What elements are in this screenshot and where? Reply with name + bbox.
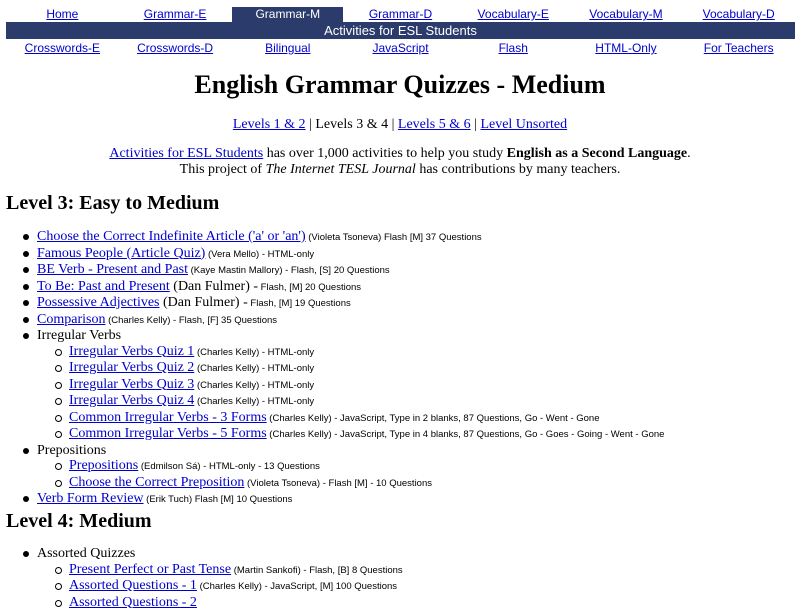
nav-link-crosswords-e[interactable]: Crosswords-E [25,41,100,55]
quiz-link[interactable]: Common Irregular Verbs - 3 Forms [69,410,267,425]
quiz-link[interactable]: Assorted Questions - 1 [69,578,197,593]
intro-link[interactable]: Activities for ESL Students [109,146,263,161]
quiz-link[interactable]: Choose the Correct Preposition [69,475,244,490]
level-3-list [0,229,800,508]
nav-link-vocabulary-m[interactable]: Vocabulary-M [589,7,662,21]
list-item [0,360,800,377]
nav-cell-for-teachers [682,40,795,57]
list-item-category [0,546,800,562]
category-label: Prepositions [37,443,106,458]
separator: | [306,117,316,132]
link-levels-1-2[interactable]: Levels 1 & 2 [233,117,306,132]
quiz-meta: (Charles Kelly) - HTML-only [194,396,314,407]
separator: | [471,117,481,132]
link-levels-5-6[interactable]: Levels 5 & 6 [398,117,471,132]
quiz-link[interactable]: BE Verb - Present and Past [37,262,188,277]
nav-cell-crosswords-d [119,40,232,57]
current-level: Levels 3 & 4 [315,117,388,132]
quiz-meta: (Edmilson Sá) - HTML-only - 13 Questions [138,461,320,472]
list-item-category [0,328,800,344]
list-item [0,426,800,443]
nav-link-html-only[interactable]: HTML-Only [595,41,656,55]
quiz-meta: (Erik Tuch) Flash [M] 10 Questions [144,494,293,505]
nav-link-flash[interactable]: Flash [499,41,528,55]
list-item [0,458,800,475]
quiz-meta: (Charles Kelly) - JavaScript, [M] 100 Questions [197,581,397,592]
secondary-nav [6,40,795,57]
list-item [0,295,800,312]
link-level-unsorted[interactable]: Level Unsorted [480,117,567,132]
intro-text-2: . [687,146,691,161]
list-item [0,377,800,394]
quiz-link[interactable]: Present Perfect or Past Tense [69,562,231,577]
nav-cell-home [6,6,119,23]
level-4-heading: Level 4: Medium [6,510,152,533]
quiz-link[interactable]: To Be: Past and Present [37,279,170,294]
journal-name: The Internet TESL Journal [266,162,416,177]
quiz-link[interactable]: Prepositions [69,458,138,473]
quiz-author: (Dan Fulmer) - [170,279,258,294]
category-label: Assorted Quizzes [37,546,135,561]
list-item [0,562,800,579]
nav-link-home[interactable]: Home [46,7,78,21]
list-item [0,595,800,611]
quiz-meta: (Vera Mello) - HTML-only [205,249,314,260]
list-item [0,578,800,595]
nav-link-crosswords-d[interactable]: Crosswords-D [137,41,213,55]
quiz-author: (Dan Fulmer) - [160,295,248,310]
nav-cell-grammar-e [119,6,232,23]
nav-link-grammar-d[interactable]: Grammar-D [369,7,432,21]
level-4-list [0,546,800,611]
intro-line2b: has contributions by many teachers. [416,162,621,177]
quiz-meta: (Martin Sankofi) - Flash, [B] 8 Questions [231,565,403,576]
quiz-link[interactable]: Irregular Verbs Quiz 1 [69,344,194,359]
nav-link-javascript[interactable]: JavaScript [373,41,429,55]
quiz-meta: (Charles Kelly) - HTML-only [194,363,314,374]
quiz-meta: (Charles Kelly) - JavaScript, Type in 4 blanks, 87 Questions, Go - Goes - Going - Went - Gone [267,429,665,440]
nav-link-vocabulary-e[interactable]: Vocabulary-E [478,7,549,21]
category-label: Irregular Verbs [37,328,121,343]
list-item [0,475,800,492]
list-item [0,246,800,263]
quiz-link[interactable]: Irregular Verbs Quiz 4 [69,393,194,408]
quiz-meta: (Violeta Tsoneva) Flash [M] 37 Questions [306,232,482,243]
list-item [0,229,800,246]
nav-cell-vocabulary-m [570,6,683,23]
quiz-meta: (Charles Kelly) - Flash, [F] 35 Questions [105,315,277,326]
list-item [0,393,800,410]
quiz-meta: Flash, [M] 20 Questions [258,282,361,293]
intro-line2a: This project of [180,162,266,177]
quiz-meta: (Kaye Mastin Mallory) - Flash, [S] 20 Questions [188,265,390,276]
quiz-link[interactable]: Irregular Verbs Quiz 2 [69,360,194,375]
quiz-meta: (Charles Kelly) - JavaScript, Type in 2 blanks, 87 Questions, Go - Went - Gone [267,413,600,424]
quiz-link[interactable]: Famous People (Article Quiz) [37,246,205,261]
nav-cell-vocabulary-e [457,6,570,23]
page-title: English Grammar Quizzes - Medium [0,70,800,100]
list-item [0,491,800,508]
nav-cell-grammar-m [231,6,344,23]
list-item [0,344,800,361]
intro-text-1: has over 1,000 activities to help you study [263,146,506,161]
quiz-meta: (Violeta Tsoneva) - Flash [M] - 10 Questions [244,478,432,489]
quiz-link[interactable]: Verb Form Review [37,491,144,506]
nav-cell-grammar-d [344,6,457,23]
quiz-link[interactable]: Possessive Adjectives [37,295,160,310]
quiz-link[interactable]: Common Irregular Verbs - 5 Forms [69,426,267,441]
separator: | [388,117,398,132]
nav-link-for-teachers[interactable]: For Teachers [704,41,774,55]
level-3-heading: Level 3: Easy to Medium [6,192,219,215]
nav-cell-flash [457,40,570,57]
list-item [0,262,800,279]
quiz-link[interactable]: Assorted Questions - 2 [69,595,197,610]
list-item [0,279,800,296]
quiz-meta: (Charles Kelly) - HTML-only [194,380,314,391]
nav-link-grammar-e[interactable]: Grammar-E [144,7,207,21]
nav-cell-vocabulary-d [682,6,795,23]
quiz-link[interactable]: Comparison [37,312,105,327]
nav-link-bilingual[interactable]: Bilingual [265,41,310,55]
nav-cell-html-only [570,40,683,57]
list-item [0,312,800,329]
quiz-link[interactable]: Choose the Correct Indefinite Article ('a' or 'an') [37,229,306,244]
nav-cell-javascript [344,40,457,57]
list-item-category [0,443,800,459]
intro-text [0,146,800,178]
nav-cell-bilingual [231,40,344,57]
quiz-meta: (Charles Kelly) - HTML-only [194,347,314,358]
intro-bold: English as a Second Language [507,146,688,161]
site-banner: Activities for ESL Students [6,22,795,39]
nav-cell-crosswords-e [6,40,119,57]
list-item [0,410,800,427]
level-links [0,117,800,133]
nav-link-grammar-m[interactable]: Grammar-M [255,7,320,21]
quiz-meta: Flash, [M] 19 Questions [248,298,351,309]
nav-link-vocabulary-d[interactable]: Vocabulary-D [703,7,775,21]
top-nav [6,6,795,23]
quiz-link[interactable]: Irregular Verbs Quiz 3 [69,377,194,392]
